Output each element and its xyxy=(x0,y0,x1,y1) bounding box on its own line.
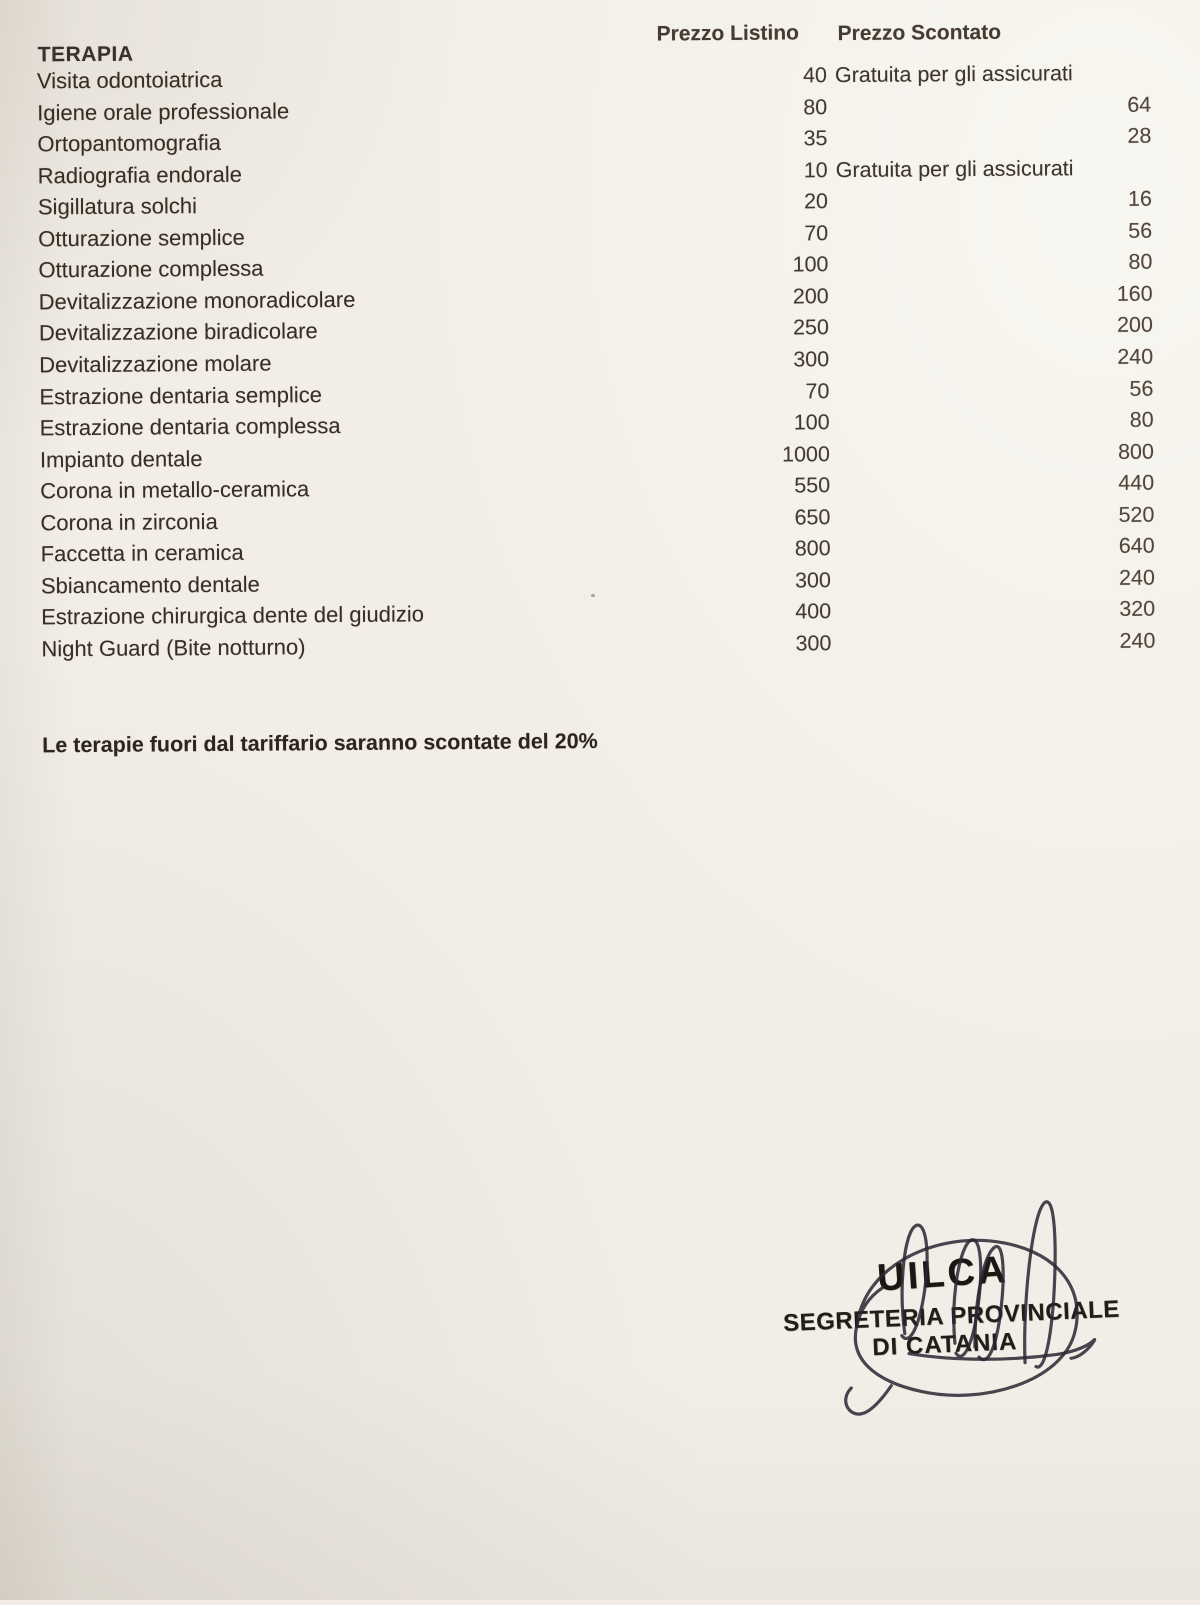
list-price: 300 xyxy=(795,631,832,656)
therapy-name: Otturazione complessa xyxy=(38,255,264,283)
column-header-prezzo-listino: Prezzo Listino xyxy=(656,21,800,46)
therapy-name: Devitalizzazione molare xyxy=(39,350,272,378)
list-price: 300 xyxy=(794,567,832,593)
column-header-prezzo-scontato: Prezzo Scontato xyxy=(837,20,1002,46)
therapy-name: Sigillatura solchi xyxy=(37,193,198,220)
discount-price: 28 xyxy=(1127,123,1152,148)
therapy-name: Faccetta in ceramica xyxy=(40,540,244,567)
discount-price: 16 xyxy=(1127,186,1153,212)
discount-price: 800 xyxy=(1117,439,1155,464)
list-price: 200 xyxy=(792,284,829,309)
list-price: 250 xyxy=(792,315,830,340)
stamp-secretariat-line: SEGRETERIA PROVINCIALE xyxy=(782,1295,1121,1338)
list-price: 40 xyxy=(802,63,828,88)
stamp-org-name: UILCA xyxy=(875,1248,1010,1300)
paper-speck xyxy=(591,594,595,597)
therapy-name: Corona in metallo-ceramica xyxy=(40,476,310,504)
stamp-city-line: DI CATANIA xyxy=(871,1328,1018,1362)
column-header-terapia: TERAPIA xyxy=(37,42,134,67)
therapy-name: Visita odontoiatrica xyxy=(36,66,223,94)
discount-note-line: Le terapie fuori dal tariffario saranno scontate del 20% xyxy=(42,729,598,758)
therapy-name: Igiene orale professionale xyxy=(37,97,290,125)
list-price: 35 xyxy=(803,126,828,151)
therapy-name: Estrazione chirurgica dente del giudizio xyxy=(41,601,425,630)
therapy-name: Radiografia endorale xyxy=(37,161,243,189)
discount-price: 56 xyxy=(1128,218,1153,243)
list-price: 80 xyxy=(803,94,828,119)
discount-price: 240 xyxy=(1118,565,1155,590)
discount-price: 80 xyxy=(1129,407,1154,432)
list-price: 650 xyxy=(794,504,831,530)
discount-price: 640 xyxy=(1118,533,1155,559)
discount-price: 64 xyxy=(1127,92,1152,117)
therapy-name: Otturazione semplice xyxy=(38,224,245,252)
discount-price: 200 xyxy=(1116,313,1154,338)
discount-price: 520 xyxy=(1118,502,1155,527)
list-price: 1000 xyxy=(781,441,831,467)
discount-price: 240 xyxy=(1119,628,1156,653)
therapy-name: Estrazione dentaria complessa xyxy=(39,413,341,441)
list-price: 10 xyxy=(803,157,828,183)
therapy-name: Sbiancamento dentale xyxy=(40,571,260,599)
list-price: 100 xyxy=(793,410,830,435)
discount-price: 440 xyxy=(1118,470,1155,496)
discount-price: 320 xyxy=(1119,596,1156,622)
list-price: 800 xyxy=(794,536,831,561)
discount-free-note: Gratuita per gli assicurati xyxy=(834,61,1073,88)
discount-free-note: Gratuita per gli assicurati xyxy=(835,155,1074,182)
signature-scribble xyxy=(803,1146,1125,1419)
discount-price: 80 xyxy=(1128,249,1153,275)
therapy-name: Devitalizzazione monoradicolare xyxy=(38,286,356,315)
discount-price: 56 xyxy=(1129,376,1154,401)
list-price: 400 xyxy=(795,599,832,624)
therapy-name: Night Guard (Bite notturno) xyxy=(41,634,306,662)
therapy-name: Ortopantomografia xyxy=(37,130,221,157)
therapy-name: Corona in zirconia xyxy=(40,508,218,536)
discount-price: 240 xyxy=(1117,344,1154,369)
therapy-name: Impianto dentale xyxy=(39,445,203,472)
therapy-name: Estrazione dentaria semplice xyxy=(39,381,323,409)
discount-price: 160 xyxy=(1116,281,1153,306)
list-price: 550 xyxy=(794,473,831,498)
list-price: 20 xyxy=(803,189,829,214)
list-price: 70 xyxy=(804,220,829,246)
list-price: 300 xyxy=(793,347,830,372)
list-price: 100 xyxy=(792,252,829,277)
therapy-name: Devitalizzazione biradicolare xyxy=(38,318,318,346)
list-price: 70 xyxy=(805,378,830,403)
